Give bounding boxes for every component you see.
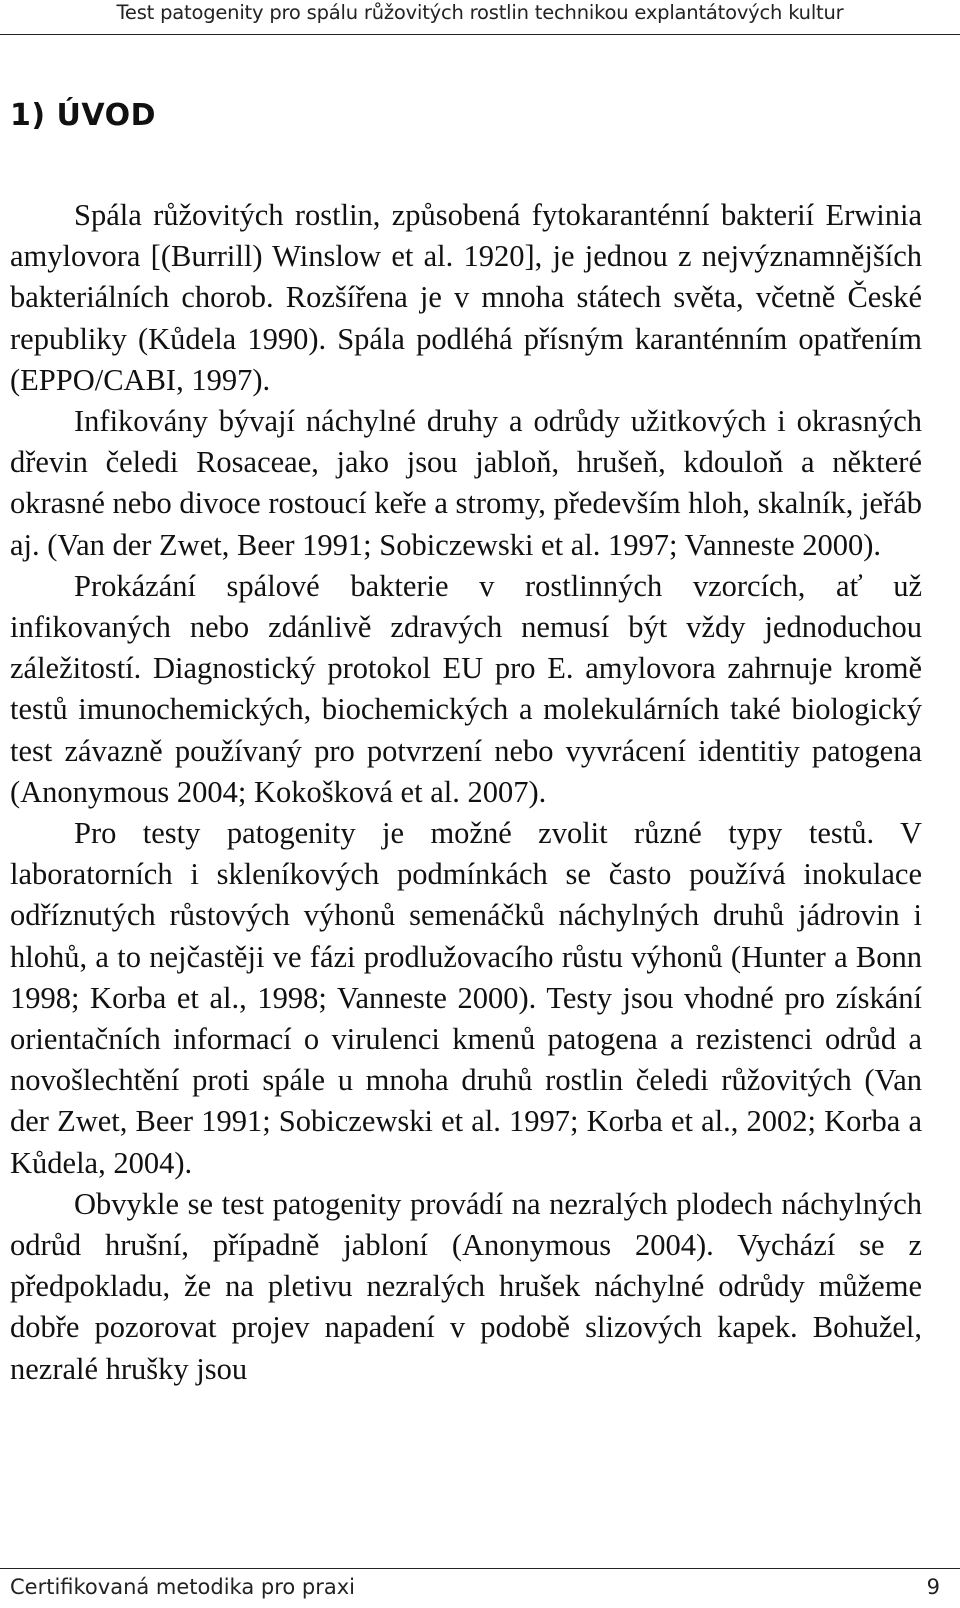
running-header: Test patogenity pro spálu růžovitých rostlin technikou explantátových kultur	[0, 0, 960, 35]
section-heading: 1) ÚVOD	[10, 98, 156, 133]
paragraph-immature-fruit: Obvykle se test patogenity provádí na nezralých plodech náchylných odrůd hrušní, případně jabloní (Anonymous 2004). Vychází se z předpokladu, že na pletivu nezralých hrušek náchylné odrůdy můžeme dobře pozorovat projev napadení v podobě slizových kapek. Bohužel, nezralé hrušky jsou	[10, 1186, 922, 1386]
paragraph-pathogenicity-tests: Pro testy patogenity je možné zvolit různé typy testů. V laboratorních i skleníkových podmínkách se často používá inokulace odříznutých růstových výhonů semenáčků náchylných druhů jádrovin i hlohů, a to nejčastěji ve fázi prodlužovacího růstu výhonů (Hunter a Bonn 1998; Korba et al., 1998; Vanneste 2000). Testy jsou vhodné pro získání orientačních informací o virulenci kmenů patogena a rezistenci odrůd a novošlechtění proti spále u mnoha druhů rostlin čeledi růžovitých (Van der Zwet, Beer 1991; Sobiczewski et al. 1997; Korba et al., 2002; Korba a Kůdela, 2004).	[10, 816, 922, 1180]
paragraph-diagnosis: Prokázání spálové bakterie v rostlinných vzorcích, ať už infikovaných nebo zdánlivě zdravých nemusí být vždy jednoduchou záležitostí. Diagnostický protokol EU pro E. amylovora zahrnuje kromě testů imunochemických, biochemických a molekulárních také biologický test závazně používaný pro potvrzení nebo vyvrácení identitiy patogena (Anonymous 2004; Kokošková et al. 2007).	[10, 568, 922, 809]
paragraph-hosts: Infikovány bývají náchylné druhy a odrůdy užitkových i okrasných dřevin čeledi Rosaceae, jako jsou jabloň, hrušeň, kdouloň a některé okrasné nebo divoce rostoucí keře a stromy, především hloh, skalník, jeřáb aj. (Van der Zwet, Beer 1991; Sobiczewski et al. 1997; Vanneste 2000).	[10, 404, 922, 562]
page-number: 9	[926, 1575, 940, 1599]
body-text	[10, 195, 922, 1390]
running-footer	[0, 1568, 960, 1608]
footer-publication-label: Certifikovaná metodika pro praxi	[10, 1575, 356, 1599]
paragraph-intro: Spála růžovitých rostlin, způsobená fytokaranténní bakterií Erwinia amylovora [(Burrill) Winslow et al. 1920], je jednou z nejvýznamnějších bakteriálních chorob. Rozšířena je v mnoha státech světa, včetně České republiky (Kůdela 1990). Spála podléhá přísným karanténním opatřením (EPPO/CABI, 1997).	[10, 198, 922, 397]
